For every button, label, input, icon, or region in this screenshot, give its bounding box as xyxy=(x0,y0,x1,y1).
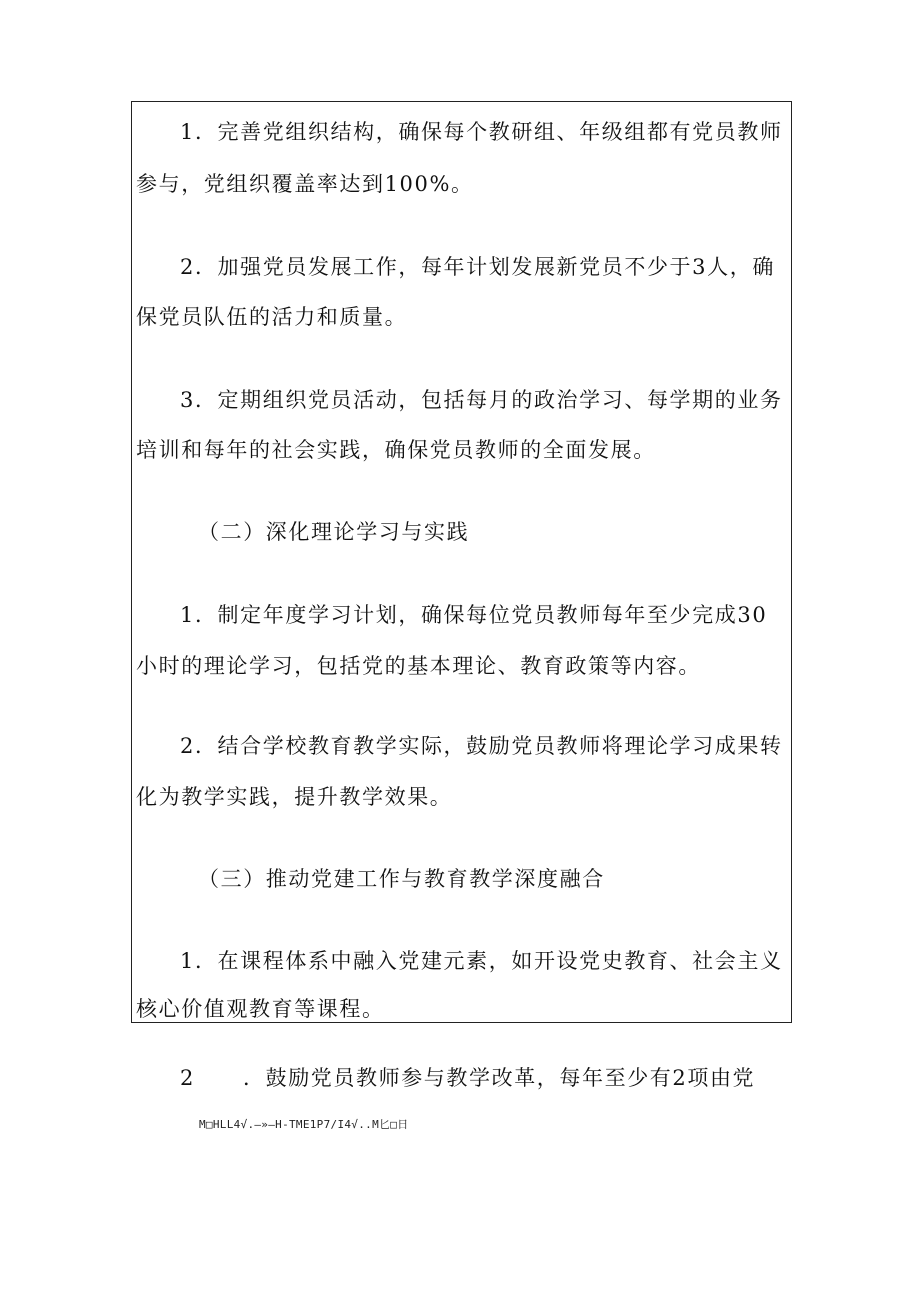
paragraph-5-line-2: 化为教学实践，提升教学效果。 xyxy=(136,785,453,809)
paragraph-4-line-1: 1．制定年度学习计划，确保每位党员教师每年至少完成30 xyxy=(180,603,768,627)
paragraph-2-line-1: 2．加强党员发展工作，每年计划发展新党员不少于3人，确 xyxy=(180,255,775,279)
paragraph-1-line-2: 参与，党组织覆盖率达到100%。 xyxy=(136,172,474,196)
section-heading-3: （三）推动党建工作与教育教学深度融合 xyxy=(198,867,605,891)
paragraph-4-line-2: 小时的理论学习，包括党的基本理论、教育政策等内容。 xyxy=(136,654,701,678)
paragraph-1-line-1: 1．完善党组织结构，确保每个教研组、年级组都有党员教师 xyxy=(180,120,783,144)
paragraph-5-line-1: 2．结合学校教育教学实际，鼓励党员教师将理论学习成果转 xyxy=(180,734,783,758)
outside-item-number: 2 xyxy=(180,1066,194,1090)
paragraph-2-line-2: 保党员队伍的活力和质量。 xyxy=(136,305,408,329)
outside-item-text: ．鼓励党员教师参与教学改革，每年至少有2项由党 xyxy=(243,1066,756,1090)
paragraph-3-line-1: 3．定期组织党员活动，包括每月的政治学习、每学期的业务 xyxy=(180,388,783,412)
paragraph-3-line-2: 培训和每年的社会实践，确保党员教师的全面发展。 xyxy=(136,438,656,462)
garbled-footer-text: M□HLL4√.—»—H-TME1P7/I4√..M匕□日 xyxy=(199,1118,409,1131)
paragraph-6-line-1: 1．在课程体系中融入党建元素，如开设党史教育、社会主义 xyxy=(180,949,783,973)
paragraph-6-line-2: 核心价值观教育等课程。 xyxy=(136,997,385,1021)
section-heading-2: （二）深化理论学习与实践 xyxy=(198,520,470,544)
